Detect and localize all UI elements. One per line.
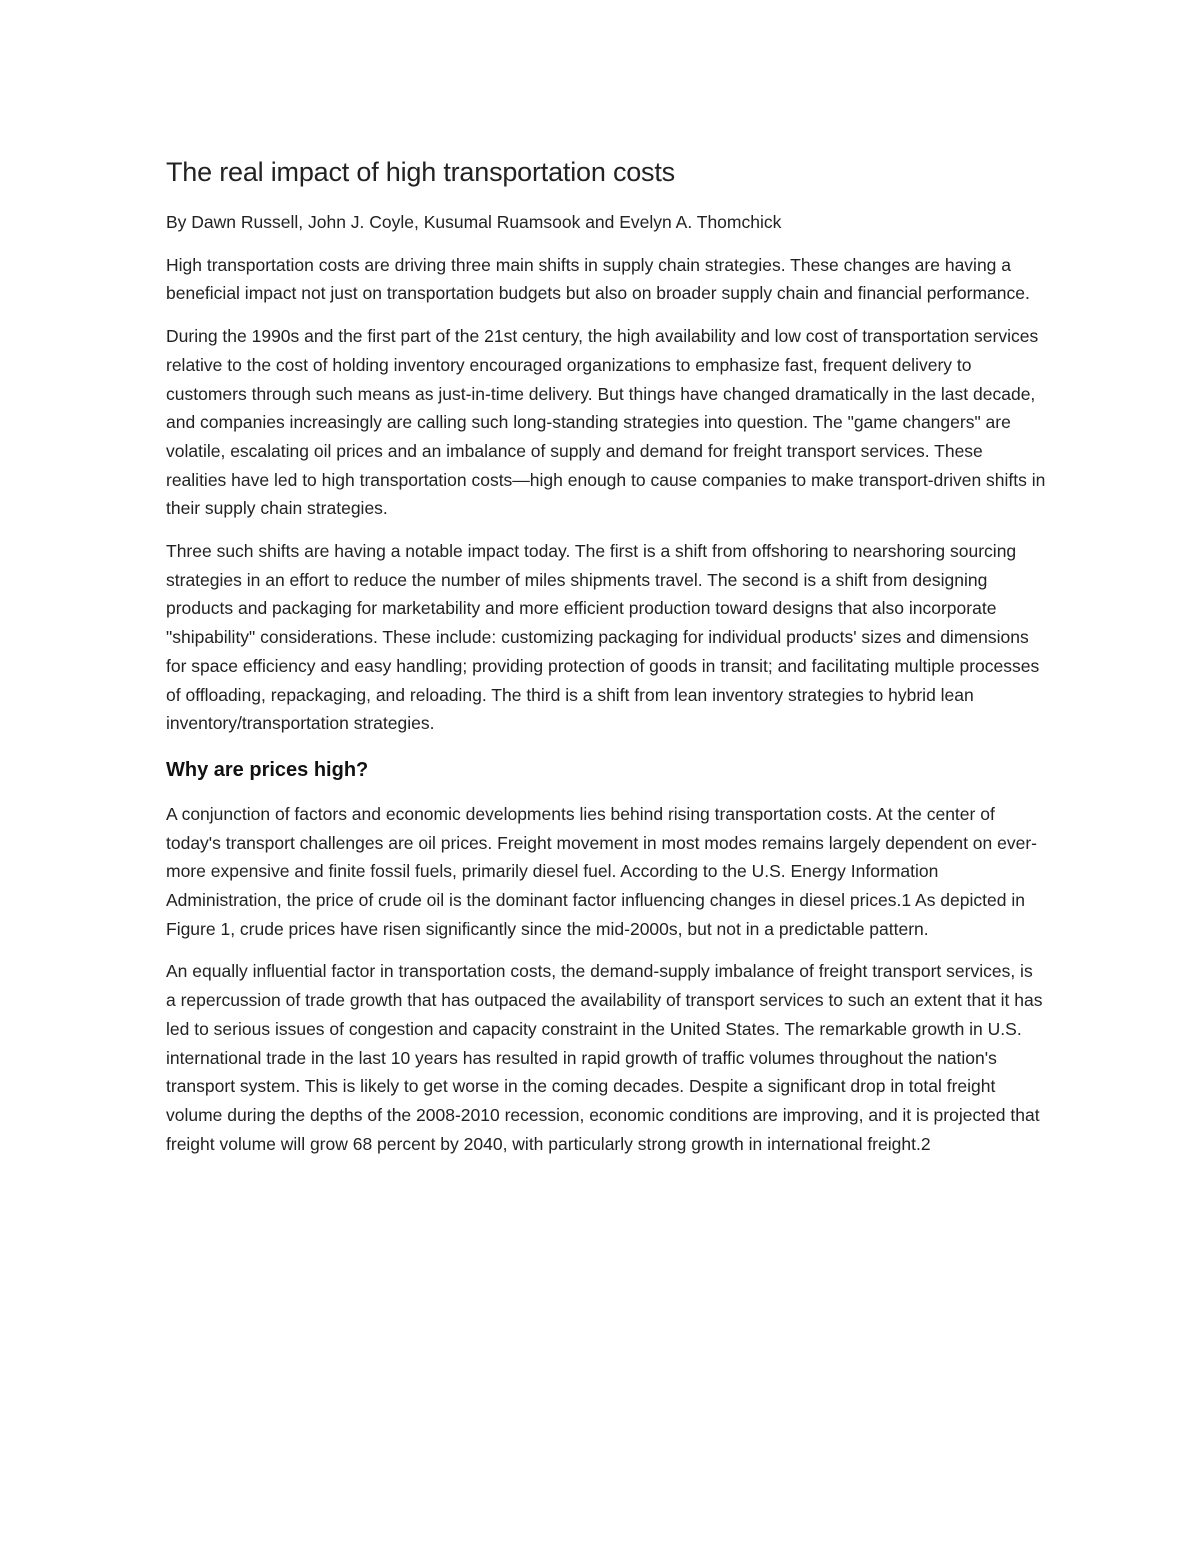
section-heading: Why are prices high? [166,758,369,781]
article-byline: By Dawn Russell, John J. Coyle, Kusumal Ruamsook and Evelyn A. Thomchick [166,212,782,232]
paragraph-three-shifts: Three such shifts are having a notable impact today. The first is a shift from offshoring to nearshoring sourcing strategies in an effort to reduce the number of miles shipments travel. The second is a shift from designing products and packaging for marketability and more efficient production toward designs that also incorporate "shipability" considerations. These include: customizing packaging for individual products' sizes and dimensions for space efficiency and easy handling; providing protection of goods in transit; and facilitating multiple processes of offloading, repackaging, and reloading. The third is a shift from lean inventory strategies to hybrid lean inventory/transportation strategies. [166,541,1040,734]
paragraph-oil-prices: A conjunction of factors and economic developments lies behind rising transportation costs. At the center of today's transport challenges are oil prices. Freight movement in most modes remains largely dependent on ever-more expensive and finite fossil fuels, primarily diesel fuel. According to the U.S. Energy Information Administration, the price of crude oil is the dominant factor influencing changes in diesel prices.1 As depicted in Figure 1, crude prices have risen significantly since the mid-2000s, but not in a predictable pattern. [166,803,1037,939]
paragraph-background: During the 1990s and the first part of the 21st century, the high availability and low cost of transportation services relative to the cost of holding inventory encouraged organizations to emphasize fast, frequent delivery to customers through such means as just-in-time delivery. But things have changed dramatically in the last decade, and companies increasingly are calling such long-standing strategies into question. The "game changers" are volatile, escalating oil prices and an imbalance of supply and demand for freight transport services. These realities have led to high transportation costs—high enough to cause companies to make transport-driven shifts in their supply chain strategies. [166,326,1046,519]
document-page [166,150,1046,1172]
paragraph-demand-supply: An equally influential factor in transportation costs, the demand-supply imbalance of freight transport services, is a repercussion of trade growth that has outpaced the availability of transport services to such an extent that it has led to serious issues of congestion and capacity constraint in the United States. The remarkable growth in U.S. international trade in the last 10 years has resulted in rapid growth of traffic volumes throughout the nation's transport system. This is likely to get worse in the coming decades. Despite a significant drop in total freight volume during the depths of the 2008-2010 recession, economic conditions are improving, and it is projected that freight volume will grow 68 percent by 2040, with particularly strong growth in international freight.2 [166,961,1043,1154]
article-title: The real impact of high transportation costs [166,157,675,187]
paragraph-intro-summary: High transportation costs are driving three main shifts in supply chain strategies. These changes are having a beneficial impact not just on transportation budgets but also on broader supply chain and financial performance. [166,254,1030,304]
